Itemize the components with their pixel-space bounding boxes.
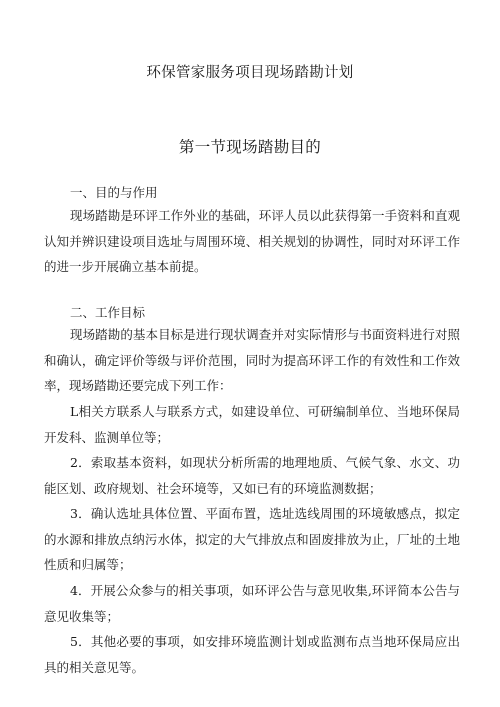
part1-paragraph: 现场踏勘是环评工作外业的基础，环评人员以此获得第一手资料和直观认知并辨识建设项目选址与周围环境、相关规划的协调性，同时对环评工作的进一步开展确立基本前提。 <box>44 208 460 274</box>
list-item-1: L相关方联系人与联系方式，如建设单位、可研编制单位、当地环保局开发科、监测单位等； <box>44 404 460 445</box>
list-item-3: 3．确认选址具体位置、平面布置，选址选线周围的环境敏感点，拟定的水源和排放点纳污水体，拟定的大气排放点和固废排放为止，厂址的土地性质和归属等； <box>44 506 460 572</box>
part2-heading: 二、工作目标 <box>70 305 146 320</box>
part2-paragraph: 现场踏勘的基本目标是进行现状调查并对实际情形与书面资料进行对照和确认，确定评价等级与评价范围，同时为提高环评工作的有效性和工作效率，现场踏勘还要完成下列工作： <box>44 327 460 393</box>
list-item-4: 4．开展公众参与的相关事项，如环评公告与意见收集,环评简本公告与意见收集等； <box>44 583 460 624</box>
list-item-5: 5．其他必要的事项，如安排环境监测计划或监测布点当地环保局应出具的相关意见等。 <box>44 634 460 675</box>
list-item-2: 2．索取基本资料，如现状分析所需的地理地质、气候气象、水文、功能区划、政府规划、社会环境等，又如已有的环境监测数据； <box>44 455 460 496</box>
section-title: 第一节现场踏勘目的 <box>178 138 322 156</box>
document-title: 环保管家服务项目现场踏勘计划 <box>146 65 354 81</box>
part1-heading: 一、目的与作用 <box>70 185 158 200</box>
